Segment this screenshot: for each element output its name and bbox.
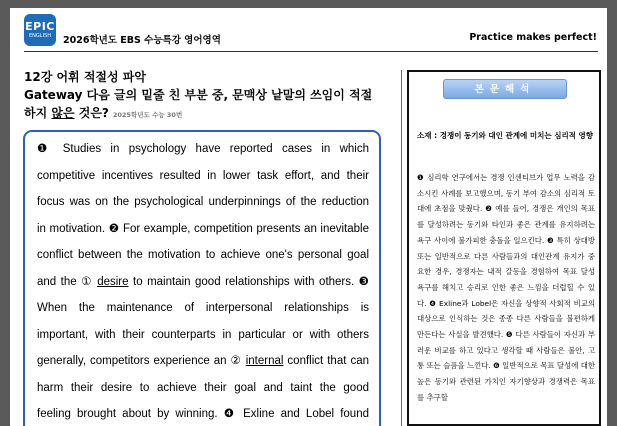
passage-line: When the maintenance of interpersonal relationships is bbox=[37, 302, 369, 314]
passage-line: important, with their counterparts in particular or with others bbox=[37, 328, 369, 341]
logo-text-epic: EPIC bbox=[25, 20, 55, 33]
passage-box bbox=[23, 130, 381, 426]
passage-line: in motivation. ❷ For example, competition presents an inevitable bbox=[37, 222, 369, 235]
translation-panel bbox=[407, 70, 601, 426]
passage-line: focus was on the psychological underpinnings of the reduction bbox=[37, 196, 369, 208]
passage-line: ❶ Studies in psychology have reported cases in which bbox=[37, 143, 369, 155]
underlined-choice-1: desire bbox=[97, 275, 129, 288]
passage-line: competitive incentives resulted in lower task effort, and their bbox=[37, 169, 369, 182]
underlined-choice-2: internal bbox=[245, 355, 284, 367]
passage-line bbox=[37, 269, 369, 296]
epic-english-logo bbox=[24, 14, 56, 46]
header-motto: Practice makes perfect! bbox=[469, 32, 597, 43]
translation-text: ❶ 심리학 연구에서는 경쟁 인센티브가 업무 노력을 감소시킨 사례를 보고했으며, 동기 부여 감소의 심리적 토대에 초점을 맞췄다. ❷ 예를 들어, 경쟁은 개인의 목표를 달성하려는 동기와 타인과 좋은 관계를 유지하려는 욕구 사이에 불가피한 충돌을 일으킨다. ❸ 특히 상대방 또는 일반적으로 다른 사람들과의 대인관계 유지가 중요한 경우, 경쟁자는 내적 갈등을 경험하여 목표 달성 욕구를 해치고 승리로 인한 좋은 느낌을 더럽힐 수 있다. ❹ Exline과 Lobel은 자신을 상향적 사회적 비교의 대상으로 인식하는 것은 종종 다른 사람들을 불편하게 만든다는 사실을 발견했다. ❺ 다른 사람들이 자신과 부러운 비교를 하고 있다고 생각할 때 사람들은 불안, 고통 또는 슬픔을 느낀다. ❻ 일반적으로 목표 달성에 대한 높은 동기와 관련된 가치인 자기향상과 경쟁력은 목표를 추구할 bbox=[417, 173, 595, 402]
passage-line: conflict between the motivation to achieve one's personal goal bbox=[37, 249, 369, 261]
question-line-2-end: 것은? bbox=[74, 106, 109, 120]
question-line-2-start: 하지 bbox=[24, 106, 52, 120]
passage-text: to maintain good relationships with others. ❸ bbox=[128, 275, 369, 288]
translation-header-button[interactable]: 본문해석 bbox=[443, 79, 567, 99]
logo-text-english: ENGLISH bbox=[29, 33, 51, 39]
passage-text: generally, competitors experience an ② bbox=[37, 355, 246, 367]
passage-text: and the ① bbox=[37, 275, 98, 288]
header-title: 2026학년도 EBS 수능특강 영어영역 bbox=[63, 35, 221, 46]
passage-text: conflict that can bbox=[283, 355, 369, 367]
question-underlined-word: 않은 bbox=[51, 106, 75, 120]
passage-line: harm their desire to achieve their goal and taint the good bbox=[37, 381, 369, 394]
question-source: 2025학년도 수능 30번 bbox=[112, 111, 183, 119]
passage-line bbox=[37, 348, 369, 375]
lesson-heading: 12강 어휘 적절성 파악 bbox=[24, 70, 146, 84]
question-line-2 bbox=[24, 104, 182, 121]
document-page bbox=[10, 8, 607, 426]
column-divider bbox=[401, 70, 402, 426]
passage-line: feeling brought about by winning. ❹ Exline and Lobel found bbox=[37, 408, 369, 420]
header-divider bbox=[24, 51, 598, 52]
translation-topic: 소재 : 경쟁이 동기와 대인 관계에 미치는 심리적 영향 bbox=[417, 131, 594, 140]
question-line-1: Gateway 다음 글의 밑줄 친 부분 중, 문맥상 낱말의 쓰임이 적절 bbox=[24, 88, 373, 102]
